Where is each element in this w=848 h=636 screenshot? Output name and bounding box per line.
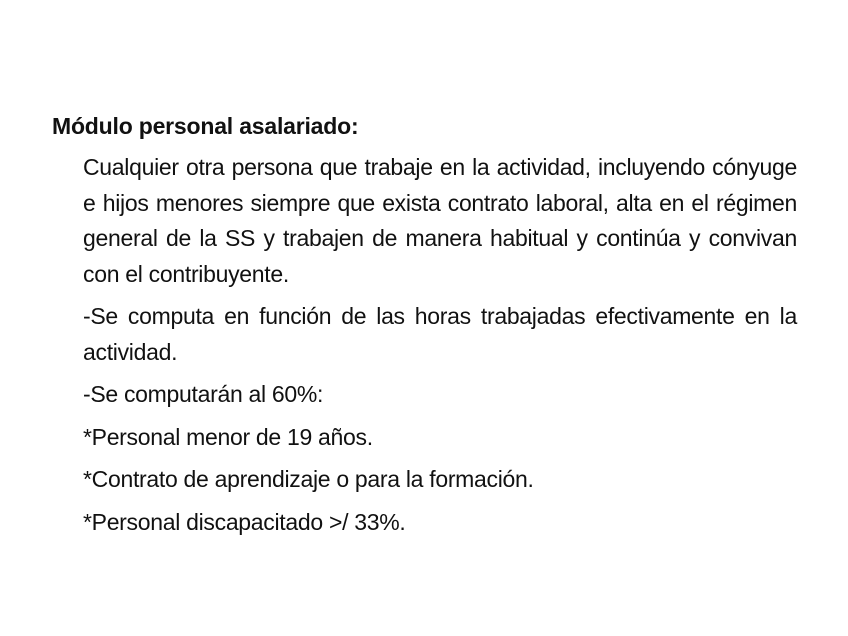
paragraph-computation: -Se computa en función de las horas trabajadas efectivamente en la actividad. (83, 303, 797, 365)
slide-body (83, 150, 797, 547)
paragraph-sixty-percent: -Se computarán al 60%: (83, 381, 324, 407)
list-item-disability: *Personal discapacitado >/ 33%. (83, 508, 406, 535)
list-item-apprenticeship: *Contrato de aprendizaje o para la formación. (83, 466, 534, 492)
paragraph-definition: Cualquier otra persona que trabaje en la actividad, incluyendo cónyuge e hijos menores siempre que exista contrato laboral, alta en el régimen general de la SS y trabajen de manera habitual y continúa y convivan con el contribuyente. (83, 154, 797, 287)
slide-heading: Módulo personal asalariado: (52, 113, 359, 139)
list-item-minor: *Personal menor de 19 años. (83, 423, 373, 450)
